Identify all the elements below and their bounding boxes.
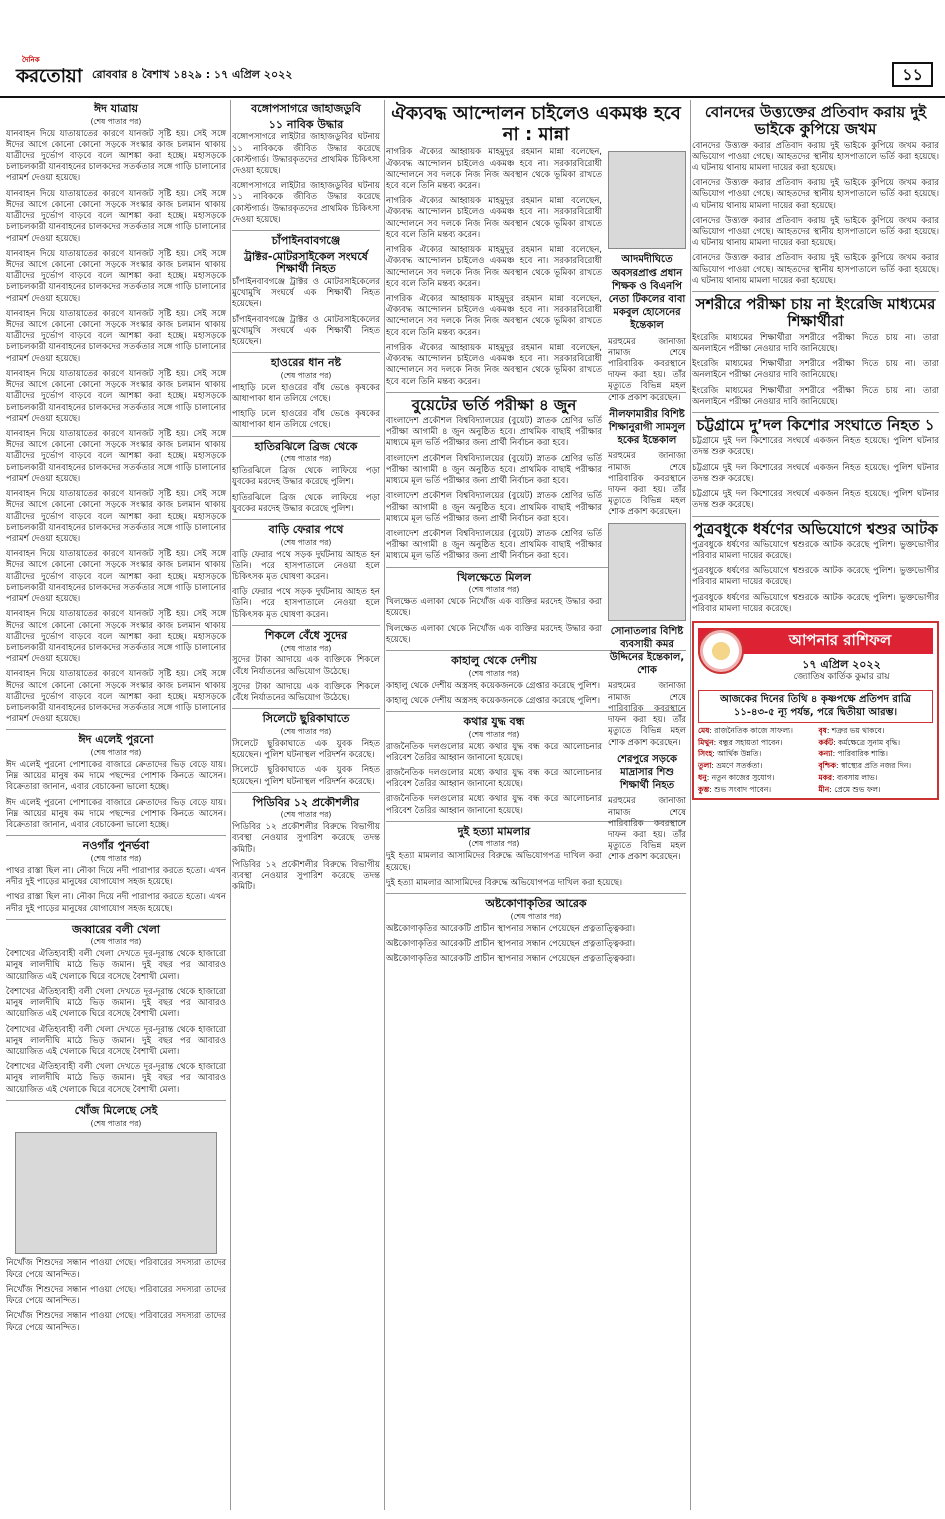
article-body: বঙ্গোপসাগরে লাইটার জাহাজডুবির ঘটনায় ১১ নাবিককে জীবিত উদ্ধার করেছে কোস্টগার্ড। উদ্ধারকৃতদের প্রাথমিক চিকিৎসা দেওয়া হয়েছে। [232,181,380,225]
article-body: চট্টগ্রামে দুই দল কিশোরের সংঘর্ষে একজন নিহত হয়েছে। পুলিশ ঘটনার তদন্ত শুরু করেছে। [692,489,939,511]
continued-label: (শেষ পাতার পর) [90,853,142,863]
article-body: নিখোঁজ শিশুদের সন্ধান পাওয়া গেছে। পরিবারের সদস্যরা তাদের ফিরে পেয়ে আনন্দিত। [6,1284,226,1307]
sign-entry: মিথুন: বন্ধুর সহায়তা পাবেন। [698,737,783,747]
headline: কাহালু থেকে দেশীয় [451,654,537,668]
article-body: রাজনৈতিক দলগুলোর মধ্যে কথার যুদ্ধ বন্ধ করে আলোচনার পরিবেশ তৈরির আহ্বান জানানো হয়েছে। [386,794,602,816]
column-1 [6,100,231,1510]
divider [232,352,380,353]
article-body: দুই হত্যা মামলার আসামিদের বিরুদ্ধে অভিযোগপত্র দাখিল করা হয়েছে। [386,877,623,888]
dateline: রোববার ৪ বৈশাখ ১৪২৯ : ১৭ এপ্রিল ২০২২ [92,68,293,81]
headline: শিকলে বেঁধে সুদের [264,628,348,642]
sign-text: রাজনৈতিক কাজে সাফল্য। [714,725,793,735]
continued-label: (শেষ পাতার পর) [468,839,520,849]
article-body: হাতিরঝিলে ব্রিজ থেকে লাফিয়ে পড়া যুবকের মরদেহ উদ্ধার করেছে পুলিশ। [232,466,380,488]
headline: চট্টগ্রামে দু’দল কিশোর সংঘাতে নিহত ১ [696,415,935,434]
headline: জব্বারের বলী খেলা [72,922,160,936]
article-body: যানবাহন দিয়ে যাতায়াতের কারণে যানজট সৃষ্টি হয়। সেই সঙ্গে ঈদের আগে কোনো কোনো সড়কে সংস্কার কাজ চলমান থাকায় যাত্রীদের দুর্ভোগ বাড়বে বলে আশঙ্কা করা হচ্ছে। মহাসড়কে চলাচলকারী যানবাহনের চালকদের সতর্কতার সঙ্গে গাড়ি চালানোর পরামর্শ দেওয়া হয়েছে। [6,308,226,364]
article-body: মরহুমের জানাজা নামাজ শেষে পারিবারিক কবরস্থানে দাফন করা হয়। তাঁর মৃত্যুতে বিভিন্ন মহল শোক প্রকাশ করেছেন। [608,451,686,518]
article-body: অষ্টকোণাকৃতির আরেকটি প্রাচীন স্থাপনার সন্ধান পেয়েছেন প্রত্নতাত্ত্বিকরা। [386,954,636,964]
article-body: খিলক্ষেত এলাকা থেকে নিখোঁজ এক ব্যক্তির মরদেহ উদ্ধার করা হয়েছে। [386,623,602,645]
article-body: খিলক্ষেত এলাকা থেকে নিখোঁজ এক ব্যক্তির মরদেহ উদ্ধার করা হয়েছে। [386,597,602,619]
article-body: বঙ্গোপসাগরে লাইটার জাহাজডুবির ঘটনায় ১১ নাবিককে জীবিত উদ্ধার করেছে কোস্টগার্ড। উদ্ধারকৃতদের প্রাথমিক চিকিৎসা দেওয়া হয়েছে। [232,132,380,176]
sign-text: স্বাস্থ্যের প্রতি নজর দিন। [840,761,912,771]
sign-entry: মীন: প্রেমে শুভ ফল। [818,785,881,795]
article-body: বোনদের উত্ত্যক্ত করার প্রতিবাদ করায় দুই ভাইকে কুপিয়ে জখম করার অভিযোগ পাওয়া গেছে। আহতদের স্থানীয় হাসপাতালে ভর্তি করা হয়েছে। এ ঘটনায় থানায় মামলা দায়ের করা হয়েছে। [692,178,939,211]
logo-small: দৈনিক [22,56,40,64]
sign-text: ভ্রমণে সতর্কতা। [716,761,763,771]
article-body: যানবাহন দিয়ে যাতায়াতের কারণে যানজট সৃষ্টি হয়। সেই সঙ্গে ঈদের আগে কোনো কোনো সড়কে সংস্কার কাজ চলমান থাকায় যাত্রীদের দুর্ভোগ বাড়বে বলে আশঙ্কা করা হচ্ছে। মহাসড়কে চলাচলকারী যানবাহনের চালকদের সতর্কতার সঙ্গে গাড়ি চালানোর পরামর্শ দেওয়া হয়েছে। [6,609,226,665]
article-body: অষ্টকোণাকৃতির আরেকটি প্রাচীন স্থাপনার সন্ধান পেয়েছেন প্রত্নতাত্ত্বিকরা। [386,923,636,934]
continued-label: (শেষ পাতার পর) [510,911,562,921]
headline: সশরীরে পরীক্ষা চায় না ইংরেজি মাধ্যমের শিক্ষার্থীরা [695,295,936,331]
article-body: বোনদের উত্ত্যক্ত করার প্রতিবাদ করায় দুই ভাইকে কুপিয়ে জখম করার অভিযোগ পাওয়া গেছে। আহতদের স্থানীয় হাসপাতালে ভর্তি করা হয়েছে। এ ঘটনায় থানায় মামলা দায়ের করা হয়েছে। [692,215,939,249]
sign-text: আর্থিক উন্নতি। [717,749,762,759]
sign-entry: বৃষ: শত্রুর ভয় থাকবে। [818,725,885,735]
article-body: চাঁপাইনবাবগঞ্জে ট্রাক্টর ও মোটরসাইকেলের মুখোমুখি সংঘর্ষে এক শিক্ষার্থী নিহত হয়েছেন। [232,314,380,348]
sign-entry: সিংহ: আর্থিক উন্নতি। [698,749,762,759]
article-body: পিডিবির ১২ প্রকৌশলীর বিরুদ্ধে বিভাগীয় ব্যবস্থা নেওয়ার সুপারিশ করেছে তদন্ত কমিটি। [232,859,380,893]
masthead [0,0,945,98]
horoscope-date: ১৭ এপ্রিল ২০২২ [802,657,881,671]
article-body: অষ্টকোণাকৃতির আরেকটি প্রাচীন স্থাপনার সন্ধান পেয়েছেন প্রত্নতাত্ত্বিকরা। [386,938,636,949]
sign-entry: বৃশ্চিক: স্বাস্থ্যের প্রতি নজর দিন। [818,761,912,771]
headline-2: ট্রাক্টর-মোটরসাইকেল সংঘর্ষে শিক্ষার্থী নিহত [244,249,368,276]
article-body: বৈশাখের ঐতিহ্যবাহী বলী খেলা দেখতে দূর-দূরান্ত থেকে হাজারো মানুষ লালদীঘি মাঠে ভিড় জমান। দুই বছর পর আবারও আয়োজিত এই খেলাকে ঘিরে বসেছে বৈশাখী মেলা। [6,1024,226,1057]
headline: খোঁজ মিলেছে সেই [74,1103,158,1117]
headline: দুই হত্যা মামলার [457,824,531,838]
sign-entry: মকর: ব্যবসায় লাভ। [818,773,878,783]
continued-label: (শেষ পাতার পর) [468,668,520,678]
headline: পুত্রবধুকে ধর্ষণের অভিযোগে শ্বশুর আটক [693,519,938,538]
article-body: মরহুমের জানাজা নামাজ শেষে পারিবারিক কবরস্থানে দাফন করা হয়। তাঁর মৃত্যুতে বিভিন্ন মহল শোক প্রকাশ করেছেন। [608,796,686,863]
article-body: বোনদের উত্ত্যক্ত করার প্রতিবাদ করায় দুই ভাইকে কুপিয়ে জখম করার অভিযোগ পাওয়া গেছে। আহতদের স্থানীয় হাসপাতালে ভর্তি করা হয়েছে। এ ঘটনায় থানায় মামলা দায়ের করা হয়েছে। [692,253,939,286]
article-body: ইংরেজি মাধ্যমের শিক্ষার্থীরা সশরীরে পরীক্ষা দিতে চায় না। তারা অনলাইনে পরীক্ষা নেওয়ার দাবি জানিয়েছে। [692,385,939,407]
divider [6,729,226,730]
article-body: পাথর রাস্তা ছিল না। নৌকা দিয়ে নদী পারাপার করতে হতো। এখন নদীর দুই পাড়ের মানুষের যোগাযোগ সহজ হয়েছে। [6,865,226,888]
article-body: যানবাহন দিয়ে যাতায়াতের কারণে যানজট সৃষ্টি হয়। সেই সঙ্গে ঈদের আগে কোনো কোনো সড়কে সংস্কার কাজ চলমান থাকায় যাত্রীদের দুর্ভোগ বাড়বে বলে আশঙ্কা করা হচ্ছে। মহাসড়কে চলাচলকারী যানবাহনের চালকদের সতর্কতার সঙ্গে গাড়ি চালানোর পরামর্শ দেওয়া হয়েছে। [6,188,226,244]
headline: হাতিরঝিলে ব্রিজ থেকে [254,439,358,453]
sign-text: নতুন কাজের সুযোগ। [711,773,775,783]
article-body: পাহাড়ি ঢলে হাওরের বাঁধ ভেঙে কৃষকের আধাপাকা ধান তলিয়ে গেছে। [232,409,380,431]
continued-label: (শেষ পাতার পর) [280,810,332,820]
article-body: পিডিবির ১২ প্রকৌশলীর বিরুদ্ধে বিভাগীয় ব্যবস্থা নেওয়ার সুপারিশ করেছে তদন্ত কমিটি। [232,822,380,855]
tithi-info: আজকের দিনের তিথি ৪ কৃষ্ণপক্ষে প্রতিপদ রাত্রি ১১-৪৩-৫ ন্যূ পর্যন্ত, পরে দ্বিতীয়া আরম্ভ। [698,690,933,722]
column-2 [232,100,385,1510]
divider [232,436,380,437]
sign-entry: ধনু: নতুন কাজের সুযোগ। [698,773,775,783]
continued-label: (শেষ পাতার পর) [468,729,520,739]
sign-entry: তুলা: ভ্রমণে সতর্কতা। [698,761,763,771]
article-body: বাংলাদেশ প্রকৌশল বিশ্ববিদ্যালয়ের (বুয়েট) স্নাতক শ্রেণির ভর্তি পরীক্ষা আগামী ৪ জুন অনুষ্ঠিত হবে। প্রাথমিক বাছাই পরীক্ষার মাধ্যমে মূল ভর্তি পরীক্ষার জন্য প্রার্থী নির্বাচন করা হবে। [386,416,602,449]
sign-text: প্রেমে শুভ ফল। [834,785,881,795]
article-body: রাজনৈতিক দলগুলোর মধ্যে কথার যুদ্ধ বন্ধ করে আলোচনার পরিবেশ তৈরির আহ্বান জানানো হয়েছে। [386,741,602,763]
article-body: বাড়ি ফেরার পথে সড়ক দুর্ঘটনায় আহত হন তিনি। পরে হাসপাতালে নেওয়া হলে চিকিৎসক মৃত ঘোষণা করেন। [232,549,380,583]
article-body: নাগরিক ঐক্যের আহ্বায়ক মাহমুদুর রহমান মান্না বলেছেন, ঐক্যবদ্ধ আন্দোলন চাইলেও একমঞ্চ হবে না। সরকারবিরোধী আন্দোলনে সব দলকে নিজ নিজ অবস্থান থেকে ভূমিকা রাখতে হবে বলে তিনি মন্তব্য করেন। [386,342,602,387]
article-body: যানবাহন দিয়ে যাতায়াতের কারণে যানজট সৃষ্টি হয়। সেই সঙ্গে ঈদের আগে কোনো কোনো সড়কে সংস্কার কাজ চলমান থাকায় যাত্রীদের দুর্ভোগ বাড়বে বলে আশঙ্কা করা হচ্ছে। মহাসড়কে চলাচলকারী যানবাহনের চালকদের সতর্কতার সঙ্গে গাড়ি চালানোর পরামর্শ দেওয়া হয়েছে। [6,549,226,605]
article-body: ইংরেজি মাধ্যমের শিক্ষার্থীরা সশরীরে পরীক্ষা দিতে চায় না। তারা অনলাইনে পরীক্ষা নেওয়ার দাবি জানিয়েছে। [692,332,939,354]
zodiac-wheel-icon [698,628,744,674]
headline: পিডিবির ১২ প্রকৌশলীর [252,795,360,809]
divider [232,519,380,520]
newspaper-logo [16,58,82,88]
article-body: ঈদ এলেই পুরনো পোশাকের বাজারে ক্রেতাদের ভিড় বেড়ে যায়। নিম্ন আয়ের মানুষ কম দামে পছন্দের পোশাক কিনতে আসেন। বিক্রেতারা জানান, এবার বেচাকেনা ভালো হচ্ছে। [6,797,226,831]
headline: অষ্টকোণাকৃতির আরেক [485,897,587,911]
column-3 [386,100,691,1510]
divider [232,792,380,793]
divider [6,835,226,836]
sign-text: ব্যবসায় লাভ। [836,773,878,783]
continued-label: (শেষ পাতার পর) [280,643,332,653]
portrait-photo [608,523,686,621]
article-body: পুত্রবধুকে ধর্ষণের অভিযোগে শ্বশুরকে আটক করেছে পুলিশ। ভুক্তভোগীর পরিবার মামলা দায়ের করেছে। [692,539,939,561]
article-body: পুত্রবধুকে ধর্ষণের অভিযোগে শ্বশুরকে আটক করেছে পুলিশ। ভুক্তভোগীর পরিবার মামলা দায়ের করেছে। [692,566,939,588]
article-body: নাগরিক ঐক্যের আহ্বায়ক মাহমুদুর রহমান মান্না বলেছেন, ঐক্যবদ্ধ আন্দোলন চাইলেও একমঞ্চ হবে না। সরকারবিরোধী আন্দোলনে সব দলকে নিজ নিজ অবস্থান থেকে ভূমিকা রাখতে হবে বলে তিনি মন্তব্য করেন। [386,196,602,240]
headline: কথার যুদ্ধ বন্ধ [463,715,525,728]
continued-label: (শেষ পাতার পর) [90,1118,142,1128]
continued-label: (শেষ পাতার পর) [280,726,332,736]
sign-name: মকর [818,773,833,783]
article-body: সুদের টাকা আদায়ে এক ব্যক্তিকে শিকলে বেঁধে নির্যাতনের অভিযোগ উঠেছে। [232,655,380,677]
divider [692,291,939,292]
article-body: পাথর রাস্তা ছিল না। নৌকা দিয়ে নদী পারাপার করতে হতো। এখন নদীর দুই পাড়ের মানুষের যোগাযোগ সহজ হয়েছে। [6,892,226,914]
article-body: পাহাড়ি ঢলে হাওরের বাঁধ ভেঙে কৃষকের আধাপাকা ধান তলিয়ে গেছে। [232,382,380,405]
headline-2: ১১ নাবিক উদ্ধার [268,117,344,131]
sign-text: পারিবারিক শান্তি। [837,749,888,759]
continued-label: (শেষ পাতার পর) [90,748,142,758]
headline: খিলক্ষেতে মিলল [456,570,532,584]
article-body: নাগরিক ঐক্যের আহ্বায়ক মাহমুদুর রহমান মান্না বলেছেন, ঐক্যবদ্ধ আন্দোলন চাইলেও একমঞ্চ হবে না। সরকারবিরোধী আন্দোলনে সব দলকে নিজ নিজ অবস্থান থেকে ভূমিকা রাখতে হবে বলে তিনি মন্তব্য করেন। [386,245,602,289]
article-body: রাজনৈতিক দলগুলোর মধ্যে কথার যুদ্ধ বন্ধ করে আলোচনার পরিবেশ তৈরির আহ্বান জানানো হয়েছে। [386,767,602,790]
lead-headline: বোনদের উত্ত্যক্তের প্রতিবাদ করায় দুই ভাইকে কুপিয়ে জখম [704,103,927,139]
column-4 [692,100,939,1510]
divider [232,230,380,231]
headline: বুয়েটের ভর্তি পরীক্ষা ৪ জুন [411,395,577,414]
photo-caption: সোনাতলার বিশিষ্ট ব্যবসায়ী কমর উদ্দিনের ইন্তেকাল, শোক [609,625,685,677]
sign-name: সিংহ [698,749,713,759]
article-body: সিলেটে ছুরিকাঘাতে এক যুবক নিহত হয়েছেন। পুলিশ ঘটনাস্থল পরিদর্শন করেছে। [232,738,380,761]
sign-name: মেষ [698,725,710,735]
article-body: কাহালু থেকে দেশীয় অস্ত্রসহ কয়েকজনকে গ্রেপ্তার করেছে পুলিশ। [386,680,601,691]
sign-name: কন্যা [818,749,833,759]
continued-label: (শেষ পাতার পর) [280,370,332,380]
sign-name: ধনু [698,773,707,783]
headline: বাড়ি ফেরার পথে [268,523,344,537]
headline: চাঁপাইনবাবগঞ্জে [271,234,341,248]
sign-name: কুম্ভ [698,785,710,795]
sign-entry: মেষ: রাজনৈতিক কাজে সাফল্য। [698,725,793,735]
sign-name: মীন [818,785,830,795]
article-body: সুদের টাকা আদায়ে এক ব্যক্তিকে শিকলে বেঁধে নির্যাতনের অভিযোগ উঠেছে। [232,681,380,704]
headline: সিলেটে ছুরিকাঘাতে [262,712,350,726]
article-body: যানবাহন দিয়ে যাতায়াতের কারণে যানজট সৃষ্টি হয়। সেই সঙ্গে ঈদের আগে কোনো কোনো সড়কে সংস্কার কাজ চলমান থাকায় যাত্রীদের দুর্ভোগ বাড়বে বলে আশঙ্কা করা হচ্ছে। মহাসড়কে চলাচলকারী যানবাহনের চালকদের সতর্কতার সঙ্গে গাড়ি চালানোর পরামর্শ দেওয়া হয়েছে। [6,248,226,304]
news-photo [15,1132,217,1254]
headline: ঈদ এলেই পুরনো [78,733,154,747]
article-body: সিলেটে ছুরিকাঘাতে এক যুবক নিহত হয়েছেন। পুলিশ ঘটনাস্থল পরিদর্শন করেছে। [232,765,380,787]
article-body: মরহুমের জানাজা নামাজ শেষে পারিবারিক কবরস্থানে দাফন করা হয়। তাঁর মৃত্যুতে বিভিন্ন মহল শোক প্রকাশ করেছেন। [608,681,686,748]
horoscope-title: আপনার রাশিফল [698,628,933,654]
headline: বঙ্গোপসাগরে জাহাজডুবি [251,102,361,115]
headline: হাওরের ধান নষ্ট [270,356,342,370]
page-number: ১১ [892,62,933,87]
sign-text: কর্মক্ষেত্রে সুনাম বৃদ্ধি। [838,737,901,747]
article-body: বৈশাখের ঐতিহ্যবাহী বলী খেলা দেখতে দূর-দূরান্ত থেকে হাজারো মানুষ লালদীঘি মাঠে ভিড় জমান। দুই বছর পর আবারও আয়োজিত এই খেলাকে ঘিরে বসেছে বৈশাখী মেলা। [6,949,226,982]
article-body: বাংলাদেশ প্রকৌশল বিশ্ববিদ্যালয়ের (বুয়েট) স্নাতক শ্রেণির ভর্তি পরীক্ষা আগামী ৪ জুন অনুষ্ঠিত হবে। প্রাথমিক বাছাই পরীক্ষার মাধ্যমে মূল ভর্তি পরীক্ষার জন্য প্রার্থী নির্বাচন করা হবে। [386,491,602,524]
article-body: নিখোঁজ শিশুদের সন্ধান পাওয়া গেছে। পরিবারের সদস্যরা তাদের ফিরে পেয়ে আনন্দিত। [6,1311,226,1333]
divider [692,516,939,517]
article-body: মরহুমের জানাজা নামাজ শেষে পারিবারিক কবরস্থানে দাফন করা হয়। তাঁর মৃত্যুতে বিভিন্ন মহল শোক প্রকাশ করেছেন। [608,336,686,403]
article-body: দুই হত্যা মামলার আসামিদের বিরুদ্ধে অভিযোগপত্র দাখিল করা হয়েছে। [386,851,602,873]
article-body: চাঁপাইনবাবগঞ্জে ট্রাক্টর ও মোটরসাইকেলের মুখোমুখি সংঘর্ষে এক শিক্ষার্থী নিহত হয়েছেন। [232,276,380,310]
photo-caption: শেরপুরে সড়কে মাদ্রাসার শিশু শিক্ষার্থী নিহত [616,753,678,792]
article-body: যানবাহন দিয়ে যাতায়াতের কারণে যানজট সৃষ্টি হয়। সেই সঙ্গে ঈদের আগে কোনো কোনো সড়কে সংস্কার কাজ চলমান থাকায় যাত্রীদের দুর্ভোগ বাড়বে বলে আশঙ্কা করা হচ্ছে। মহাসড়কে চলাচলকারী যানবাহনের চালকদের সতর্কতার সঙ্গে গাড়ি চালানোর পরামর্শ দেওয়া হয়েছে। [6,669,226,725]
divider [6,1100,226,1101]
article-body: নাগরিক ঐক্যের আহ্বায়ক মাহমুদুর রহমান মান্না বলেছেন, ঐক্যবদ্ধ আন্দোলন চাইলেও একমঞ্চ হবে না। সরকারবিরোধী আন্দোলনে সব দলকে নিজ নিজ অবস্থান থেকে ভূমিকা রাখতে হবে বলে তিনি মন্তব্য করেন। [386,294,602,338]
article-body: বৈশাখের ঐতিহ্যবাহী বলী খেলা দেখতে দূর-দূরান্ত থেকে হাজারো মানুষ লালদীঘি মাঠে ভিড় জমান। দুই বছর পর আবারও আয়োজিত এই খেলাকে ঘিরে বসেছে বৈশাখী মেলা। [6,986,226,1020]
article-body: যানবাহন দিয়ে যাতায়াতের কারণে যানজট সৃষ্টি হয়। সেই সঙ্গে ঈদের আগে কোনো কোনো সড়কে সংস্কার কাজ চলমান থাকায় যাত্রীদের দুর্ভোগ বাড়বে বলে আশঙ্কা করা হচ্ছে। মহাসড়কে চলাচলকারী যানবাহনের চালকদের সতর্কতার সঙ্গে গাড়ি চালানোর পরামর্শ দেওয়া হয়েছে। [6,128,226,184]
sign-text: বন্ধুর সহায়তা পাবেন। [718,737,783,747]
article-body: যানবাহন দিয়ে যাতায়াতের কারণে যানজট সৃষ্টি হয়। সেই সঙ্গে ঈদের আগে কোনো কোনো সড়কে সংস্কার কাজ চলমান থাকায় যাত্রীদের দুর্ভোগ বাড়বে বলে আশঙ্কা করা হচ্ছে। মহাসড়কে চলাচলকারী যানবাহনের চালকদের সতর্কতার সঙ্গে গাড়ি চালানোর পরামর্শ দেওয়া হয়েছে। [6,368,226,424]
horoscope-box [692,621,939,800]
sign-entry: কুম্ভ: শুভ সংবাদ পাবেন। [698,785,772,795]
article-body: বৈশাখের ঐতিহ্যবাহী বলী খেলা দেখতে দূর-দূরান্ত থেকে হাজারো মানুষ লালদীঘি মাঠে ভিড় জমান। দুই বছর পর আবারও আয়োজিত এই খেলাকে ঘিরে বসেছে বৈশাখী মেলা। [6,1062,226,1095]
article-body: যানবাহন দিয়ে যাতায়াতের কারণে যানজট সৃষ্টি হয়। সেই সঙ্গে ঈদের আগে কোনো কোনো সড়কে সংস্কার কাজ চলমান থাকায় যাত্রীদের দুর্ভোগ বাড়বে বলে আশঙ্কা করা হচ্ছে। মহাসড়কে চলাচলকারী যানবাহনের চালকদের সতর্কতার সঙ্গে গাড়ি চালানোর পরামর্শ দেওয়া হয়েছে। [6,489,226,544]
article-body: চট্টগ্রামে দুই দল কিশোরের সংঘর্ষে একজন নিহত হয়েছে। পুলিশ ঘটনার তদন্ত শুরু করেছে। [692,462,939,484]
sign-name: কর্কট [818,737,834,747]
lead-headline: ঐক্যবদ্ধ আন্দোলন চাইলেও একমঞ্চ হবে না : মান্না [391,103,681,145]
continued-label: (শেষ পাতার পর) [468,585,520,595]
sign-text: শত্রুর ভয় থাকবে। [831,725,885,735]
article-body: নিখোঁজ শিশুদের সন্ধান পাওয়া গেছে। পরিবারের সদস্যরা তাদের ফিরে পেয়ে আনন্দিত। [6,1258,226,1280]
headline: নওগাঁর পুনর্ভবা [82,839,150,853]
photo-caption: নীলফামারীর বিশিষ্ট শিক্ষানুরাগী সামসুল হকের ইন্তেকাল [608,408,686,447]
article-body: বোনদের উত্ত্যক্ত করার প্রতিবাদ করায় দুই ভাইকে কুপিয়ে জখম করার অভিযোগ পাওয়া গেছে। আহতদের স্থানীয় হাসপাতালে ভর্তি করা হয়েছে। এ ঘটনায় থানায় মামলা দায়ের করা হয়েছে। [692,140,939,173]
continued-label: (শেষ পাতার পর) [90,937,142,947]
divider [232,625,380,626]
continued-label: (শেষ পাতার পর) [280,454,332,464]
article-body: নাগরিক ঐক্যের আহ্বায়ক মাহমুদুর রহমান মান্না বলেছেন, ঐক্যবদ্ধ আন্দোলন চাইলেও একমঞ্চ হবে না। সরকারবিরোধী আন্দোলনে সব দলকে নিজ নিজ অবস্থান থেকে ভূমিকা রাখতে হবে বলে তিনি মন্তব্য করেন। [386,147,602,192]
continued-label: (শেষ পাতার পর) [90,116,142,126]
portrait-photo [608,151,686,249]
article-body: কাহালু থেকে দেশীয় অস্ত্রসহ কয়েকজনকে গ্রেপ্তার করেছে পুলিশ। [386,695,601,706]
horoscope-author: জ্যোতিষ কার্তিক কুমার রায় [793,672,890,683]
divider [6,919,226,920]
sign-entry: কন্যা: পারিবারিক শান্তি। [818,749,888,759]
article-body: পুত্রবধুকে ধর্ষণের অভিযোগে শ্বশুরকে আটক করেছে পুলিশ। ভুক্তভোগীর পরিবার মামলা দায়ের করেছে। [692,592,939,614]
obituary-box [608,147,686,867]
sign-entry: কর্কট: কর্মক্ষেত্রে সুনাম বৃদ্ধি। [818,737,901,747]
divider [692,412,939,413]
logo-big: করতোয়া [16,65,82,87]
photo-caption: আদমদীঘিতে অবসরপ্রাপ্ত প্রধান শিক্ষক ও বিএনপি নেতা টিকলের বাবা মকবুল হোসেনের ইন্তেকাল [608,254,686,332]
sign-name: তুলা [698,761,712,771]
continued-label: (শেষ পাতার পর) [280,537,332,547]
sign-name: বৃশ্চিক [818,761,837,771]
article-body: চট্টগ্রামে দুই দল কিশোরের সংঘর্ষে একজন নিহত হয়েছে। পুলিশ ঘটনার তদন্ত শুরু করেছে। [692,436,939,458]
article-body: বাংলাদেশ প্রকৌশল বিশ্ববিদ্যালয়ের (বুয়েট) স্নাতক শ্রেণির ভর্তি পরীক্ষা আগামী ৪ জুন অনুষ্ঠিত হবে। প্রাথমিক বাছাই পরীক্ষার মাধ্যমে মূল ভর্তি পরীক্ষার জন্য প্রার্থী নির্বাচন করা হবে। [386,453,602,487]
article-body: ঈদ এলেই পুরনো পোশাকের বাজারে ক্রেতাদের ভিড় বেড়ে যায়। নিম্ন আয়ের মানুষ কম দামে পছন্দের পোশাক কিনতে আসেন। বিক্রেতারা জানান, এবার বেচাকেনা ভালো হচ্ছে। [6,760,226,793]
article-body: বাংলাদেশ প্রকৌশল বিশ্ববিদ্যালয়ের (বুয়েট) স্নাতক শ্রেণির ভর্তি পরীক্ষা আগামী ৪ জুন অনুষ্ঠিত হবে। প্রাথমিক বাছাই পরীক্ষার মাধ্যমে মূল ভর্তি পরীক্ষার জন্য প্রার্থী নির্বাচন করা হবে। [386,528,602,562]
headline: ঈদ যাত্রায় [93,102,139,115]
sign-name: বৃষ [818,725,827,735]
article-body: বাড়ি ফেরার পথে সড়ক দুর্ঘটনায় আহত হন তিনি। পরে হাসপাতালে নেওয়া হলে চিকিৎসক মৃত ঘোষণা করেন। [232,587,380,620]
divider [386,893,686,894]
horoscope-signs [698,726,933,795]
divider [232,708,380,709]
article-body: যানবাহন দিয়ে যাতায়াতের কারণে যানজট সৃষ্টি হয়। সেই সঙ্গে ঈদের আগে কোনো কোনো সড়কে সংস্কার কাজ চলমান থাকায় যাত্রীদের দুর্ভোগ বাড়বে বলে আশঙ্কা করা হচ্ছে। মহাসড়কে চলাচলকারী যানবাহনের চালকদের সতর্কতার সঙ্গে গাড়ি চালানোর পরামর্শ দেওয়া হয়েছে। [6,429,226,484]
sign-text: শুভ সংবাদ পাবেন। [714,785,772,795]
sign-name: মিথুন [698,737,714,747]
article-body: ইংরেজি মাধ্যমের শিক্ষার্থীরা সশরীরে পরীক্ষা দিতে চায় না। তারা অনলাইনে পরীক্ষা নেওয়ার দাবি জানিয়েছে। [692,359,939,381]
article-body: হাতিরঝিলে ব্রিজ থেকে লাফিয়ে পড়া যুবকের মরদেহ উদ্ধার করেছে পুলিশ। [232,492,380,514]
